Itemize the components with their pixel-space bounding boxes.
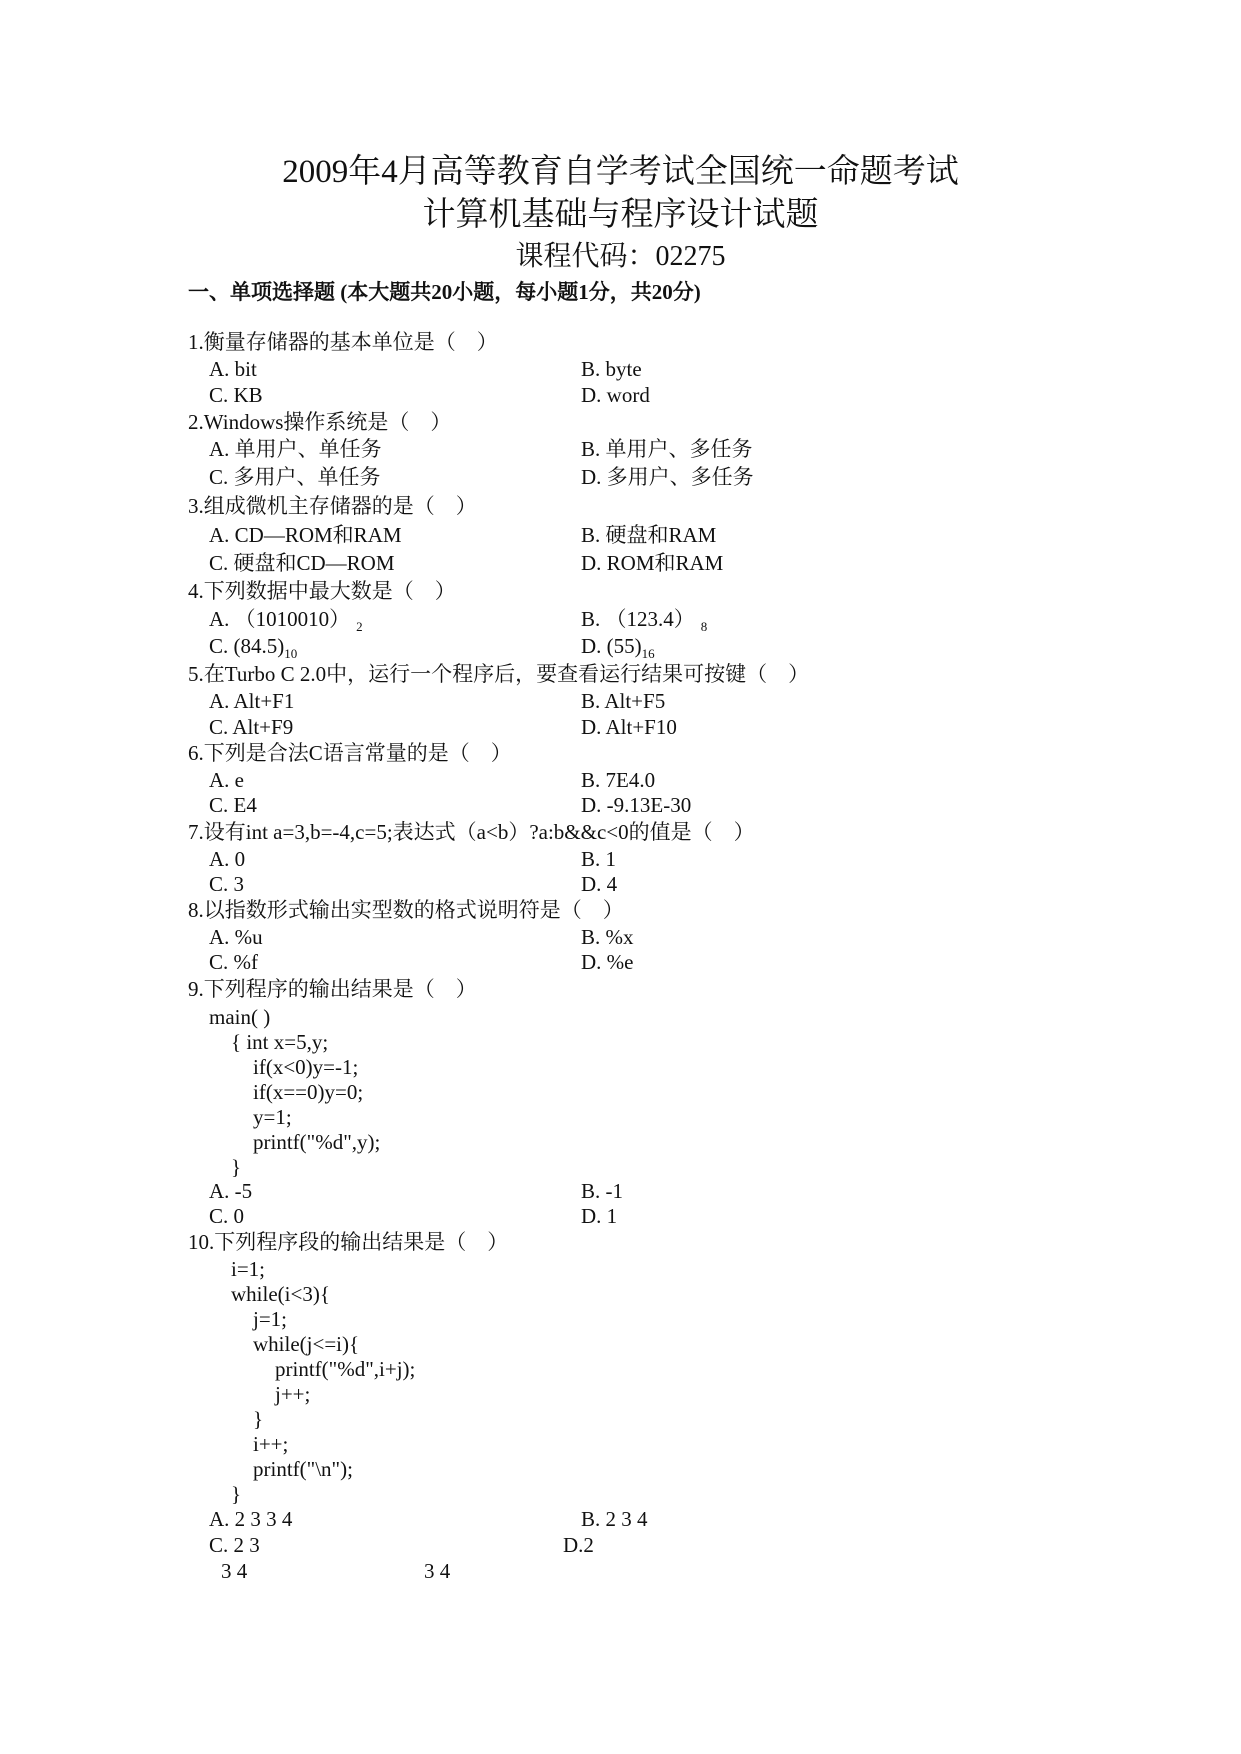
option-c: C. E4 xyxy=(209,793,257,817)
code-line: printf("\n"); xyxy=(253,1457,353,1481)
option-b: B. -1 xyxy=(581,1179,623,1203)
option-a: A. bit xyxy=(209,357,257,381)
code-line: while(i<3){ xyxy=(231,1282,330,1306)
option-b: B. 硬盘和RAM xyxy=(581,523,717,547)
exam-subject: 计算机基础与程序设计试题 xyxy=(422,197,819,233)
option-c xyxy=(209,633,297,659)
option-a: A. 单用户、单任务 xyxy=(209,437,382,461)
option-b-value: B. （123.4） xyxy=(581,607,695,631)
option-a: A. CD—ROM和RAM xyxy=(209,523,402,547)
option-a-value: A. （1010010） xyxy=(209,607,351,631)
option-d-base: 16 xyxy=(641,646,655,661)
question-stem: 9.下列程序的输出结果是（ ） xyxy=(188,977,477,1001)
option-b: B. byte xyxy=(581,357,642,381)
option-d: D. ROM和RAM xyxy=(581,551,724,575)
option-b-base: 8 xyxy=(700,619,708,634)
option-d: D. word xyxy=(581,383,650,407)
section-heading: 一、单项选择题 (本大题共20小题，每小题1分，共20分) xyxy=(188,280,701,304)
option-d: D. 4 xyxy=(581,872,618,896)
option-a: A. 0 xyxy=(209,847,246,871)
option-d: D. %e xyxy=(581,950,634,974)
code-line: if(x<0)y=-1; xyxy=(253,1055,359,1079)
code-line: { int x=5,y; xyxy=(231,1030,329,1054)
option-c-second-line: 3 4 xyxy=(221,1559,248,1583)
question-stem: 1.衡量存储器的基本单位是（ ） xyxy=(188,330,498,354)
question-stem: 2.Windows操作系统是（ ） xyxy=(188,410,452,434)
option-d-second-line: 3 4 xyxy=(424,1559,451,1583)
code-line: main( ) xyxy=(209,1005,271,1029)
option-d: D. 1 xyxy=(581,1204,618,1228)
option-c: C. 0 xyxy=(209,1204,245,1228)
code-line: i=1; xyxy=(231,1257,266,1281)
option-b: B. Alt+F5 xyxy=(581,689,666,713)
option-d: D. Alt+F10 xyxy=(581,715,677,739)
option-a: A. 2 3 3 4 xyxy=(209,1507,293,1531)
code-line: } xyxy=(231,1155,242,1179)
question-stem: 7.设有int a=3,b=-4,c=5;表达式（a<b）?a:b&&c<0的值是（ ） xyxy=(188,820,755,844)
option-b: B. 1 xyxy=(581,847,617,871)
code-line: j++; xyxy=(275,1382,311,1406)
code-line: j=1; xyxy=(253,1307,288,1331)
option-a-base: 2 xyxy=(356,619,363,634)
code-line: printf("%d",i+j); xyxy=(275,1357,416,1381)
option-c-value: C. (84.5) xyxy=(209,634,285,658)
option-a: A. e xyxy=(209,768,244,792)
option-c-base: 10 xyxy=(284,646,298,661)
option-c: C. KB xyxy=(209,383,263,407)
question-stem: 4.下列数据中最大数是（ ） xyxy=(188,579,456,603)
code-line: } xyxy=(231,1482,242,1506)
question-stem: 10.下列程序段的输出结果是（ ） xyxy=(188,1230,509,1254)
option-d xyxy=(581,633,655,659)
question-stem: 5.在Turbo C 2.0中，运行一个程序后，要查看运行结果可按键（ ） xyxy=(188,662,810,686)
question-stem: 3.组成微机主存储器的是（ ） xyxy=(188,494,477,518)
option-b: B. 单用户、多任务 xyxy=(581,437,753,461)
code-line: i++; xyxy=(253,1432,289,1456)
option-b xyxy=(581,606,707,632)
code-line: printf("%d",y); xyxy=(253,1130,381,1154)
option-d: D. -9.13E-30 xyxy=(581,793,692,817)
option-c: C. 2 3 xyxy=(209,1533,260,1557)
option-c: C. 硬盘和CD—ROM xyxy=(209,551,395,575)
code-line: while(j<=i){ xyxy=(253,1332,360,1356)
option-c: C. 多用户、单任务 xyxy=(209,465,381,489)
option-a: A. Alt+F1 xyxy=(209,689,295,713)
code-line: y=1; xyxy=(253,1105,292,1129)
question-stem: 6.下列是合法C语言常量的是（ ） xyxy=(188,741,512,765)
option-d: D.2 xyxy=(563,1533,594,1557)
course-code: 课程代码：02275 xyxy=(515,241,726,272)
option-d: D. 多用户、多任务 xyxy=(581,465,754,489)
option-b: B. 7E4.0 xyxy=(581,768,656,792)
option-d-value: D. (55) xyxy=(581,634,642,658)
option-b: B. 2 3 4 xyxy=(581,1507,648,1531)
question-stem: 8.以指数形式输出实型数的格式说明符是（ ） xyxy=(188,898,624,922)
option-b: B. %x xyxy=(581,925,634,949)
option-a: A. -5 xyxy=(209,1179,253,1203)
exam-title: 2009年4月高等教育自学考试全国统一命题考试 xyxy=(282,154,959,190)
option-c: C. Alt+F9 xyxy=(209,715,294,739)
option-c: C. %f xyxy=(209,950,258,974)
code-line: if(x==0)y=0; xyxy=(253,1080,364,1104)
option-a: A. %u xyxy=(209,925,263,949)
option-c: C. 3 xyxy=(209,872,245,896)
option-a xyxy=(209,606,363,632)
code-line: } xyxy=(253,1407,264,1431)
